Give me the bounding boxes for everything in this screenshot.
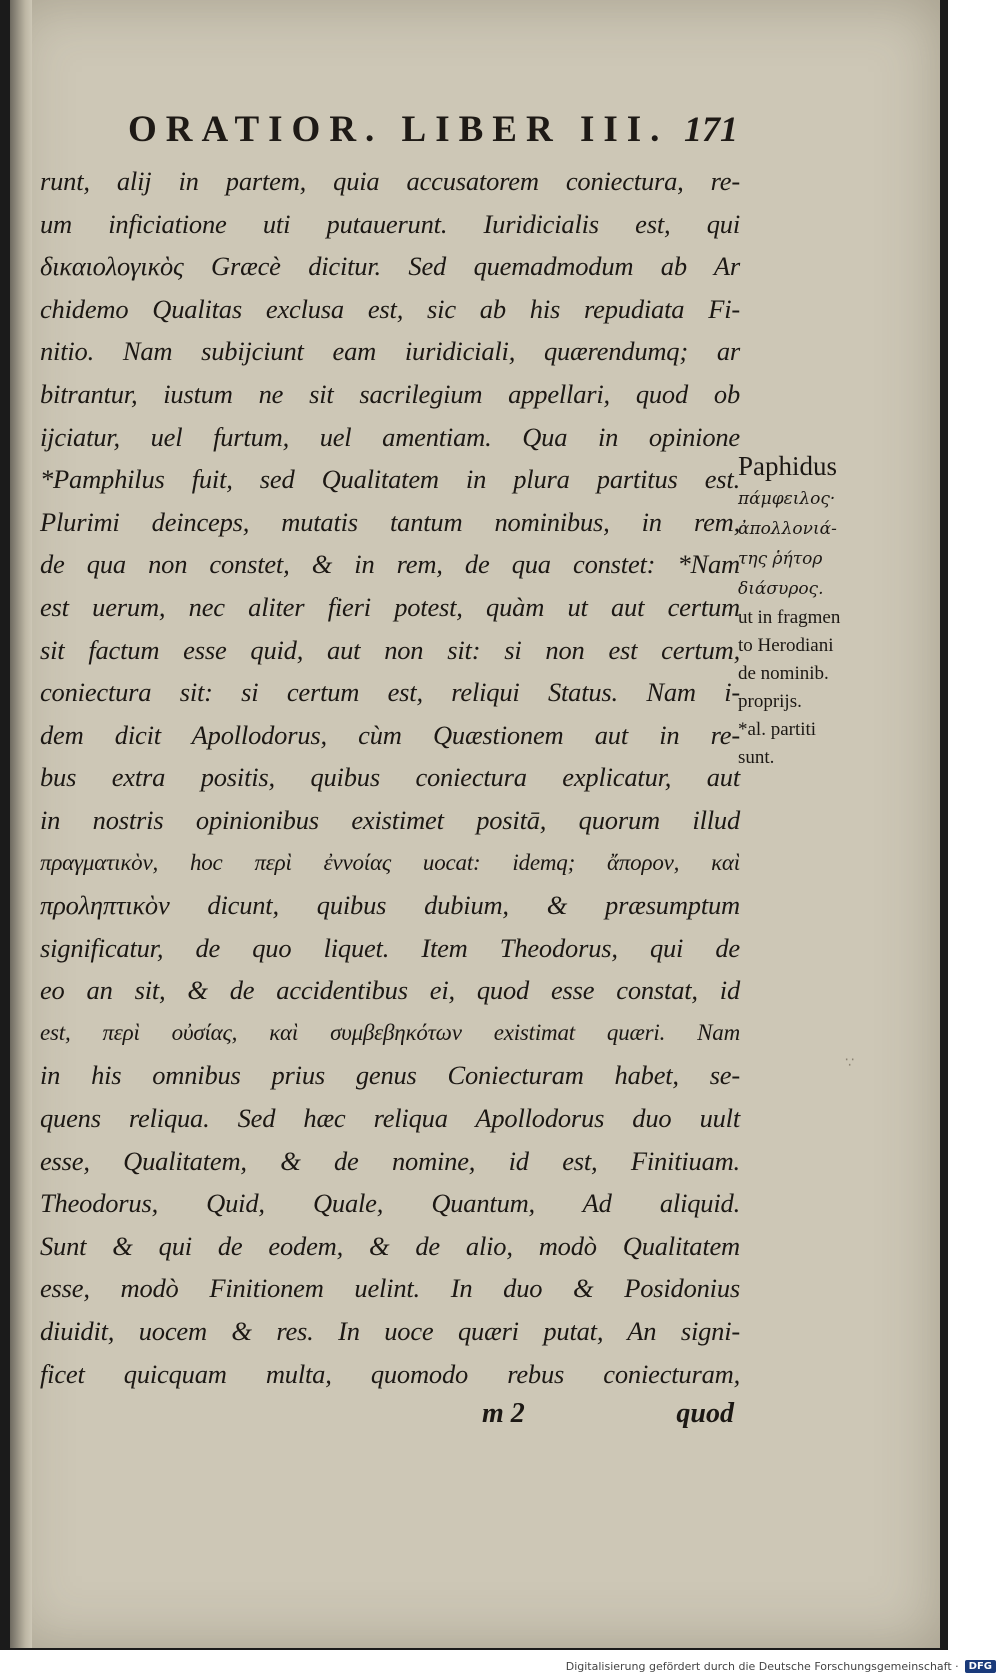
text-line: significatur, de quo liquet. Item Theodorus, qui de xyxy=(40,932,740,963)
text-line: diuidit, uocem & res. In uoce quæri putat, An signi- xyxy=(40,1316,740,1347)
main-text-block xyxy=(40,160,740,1395)
text-line: esse, Qualitatem, & de nomine, id est, Finitiuam. xyxy=(40,1145,740,1176)
ink-blot: ∵ xyxy=(845,1055,854,1071)
text-line: ficet quicquam multa, quomodo rebus coniecturam, xyxy=(40,1358,740,1389)
text-line: Theodorus, Quid, Quale, Quantum, Ad aliquid. xyxy=(40,1188,740,1219)
marginal-note: ut in fragmen xyxy=(738,607,841,628)
signature-mark: m 2 xyxy=(482,1398,525,1429)
text-line: πραγματικὸν, hoc περὶ ἐννοίας uocat: idemq; ἄπορον, καὶ xyxy=(40,849,740,875)
text-line: est uerum, nec aliter fieri potest, quàm ut aut certum xyxy=(40,591,740,622)
text-line: runt, alij in partem, quia accusatorem coniectura, re- xyxy=(40,166,740,196)
text-line: bitrantur, iustum ne sit sacrilegium appellari, quod ob xyxy=(40,378,740,409)
dfg-logo: DFG xyxy=(965,1660,996,1673)
marginal-note: sunt. xyxy=(738,747,775,768)
text-line: de qua non constet, & in rem, de qua constet: *Nam xyxy=(40,549,740,580)
text-line: προληπτικὸν dicunt, quibus dubium, & præsumptum xyxy=(40,890,740,921)
text-line: Plurimi deinceps, mutatis tantum nominibus, in rem, xyxy=(40,506,740,537)
text-line: quens reliqua. Sed hæc reliqua Apollodorus duo uult xyxy=(40,1103,740,1134)
text-line: Sunt & qui de eodem, & de alio, modò Qualitatem xyxy=(40,1230,740,1261)
text-line: coniectura sit: si certum est, reliqui Status. Nam i- xyxy=(40,677,740,708)
footer-credit: Digitalisierung gefördert durch die Deutsche Forschungsgemeinschaft · xyxy=(565,1659,959,1673)
text-line: est, περὶ οὐσίας, καὶ συμβεβηκότων existimat quæri. Nam xyxy=(40,1019,740,1045)
text-line: *Pamphilus fuit, sed Qualitatem in plura partitus est. xyxy=(40,464,740,495)
text-line: sit factum esse quid, aut non sit: si non est certum, xyxy=(40,634,740,665)
text-line: dem dicit Apollodorus, cùm Quæstionem aut in re- xyxy=(40,719,740,750)
page-gutter xyxy=(10,0,32,1648)
running-head-title: ORATIOR. LIBER III. xyxy=(128,109,669,150)
marginal-note: proprijs. xyxy=(738,691,802,712)
marginal-note: της ῥήτορ xyxy=(738,549,823,569)
catchword: quod xyxy=(676,1398,734,1429)
text-line: in his omnibus prius genus Coniecturam habet, se- xyxy=(40,1060,740,1091)
marginal-note: Paphidus xyxy=(738,451,838,481)
text-line: in nostris opinionibus existimet positā, quorum illud xyxy=(40,804,740,835)
text-line: bus extra positis, quibus coniectura explicatur, aut xyxy=(40,762,740,793)
running-head xyxy=(128,108,738,151)
catchline xyxy=(40,1398,740,1440)
digitization-footer xyxy=(0,1655,996,1677)
marginal-note: πάμφειλος· xyxy=(738,489,836,509)
text-line: um inficiatione uti putauerunt. Iuridicialis est, qui xyxy=(40,208,740,239)
marginal-notes xyxy=(738,448,888,772)
page-number: 171 xyxy=(684,109,738,149)
marginal-note: *al. partiti xyxy=(738,719,817,740)
text-line: nitio. Nam subijciunt eam iuridiciali, quærendumq; ar xyxy=(40,336,740,367)
marginal-note: διάσυρος. xyxy=(738,579,824,599)
marginal-note: to Herodiani xyxy=(738,635,834,656)
text-line: ijciatur, uel furtum, uel amentiam. Qua in opinione xyxy=(40,421,740,452)
marginal-note: de nominib. xyxy=(738,663,829,684)
text-line: eo an sit, & de accidentibus ei, quod esse constat, id xyxy=(40,975,740,1006)
text-line: esse, modò Finitionem uelint. In duo & Posidonius xyxy=(40,1273,740,1304)
text-line: δικαιολογικὸς Græcè dicitur. Sed quemadmodum ab Ar xyxy=(40,251,740,282)
marginal-note: ἀπολλονιά- xyxy=(738,519,837,539)
text-line: chidemo Qualitas exclusa est, sic ab his repudiata Fi- xyxy=(40,293,740,324)
